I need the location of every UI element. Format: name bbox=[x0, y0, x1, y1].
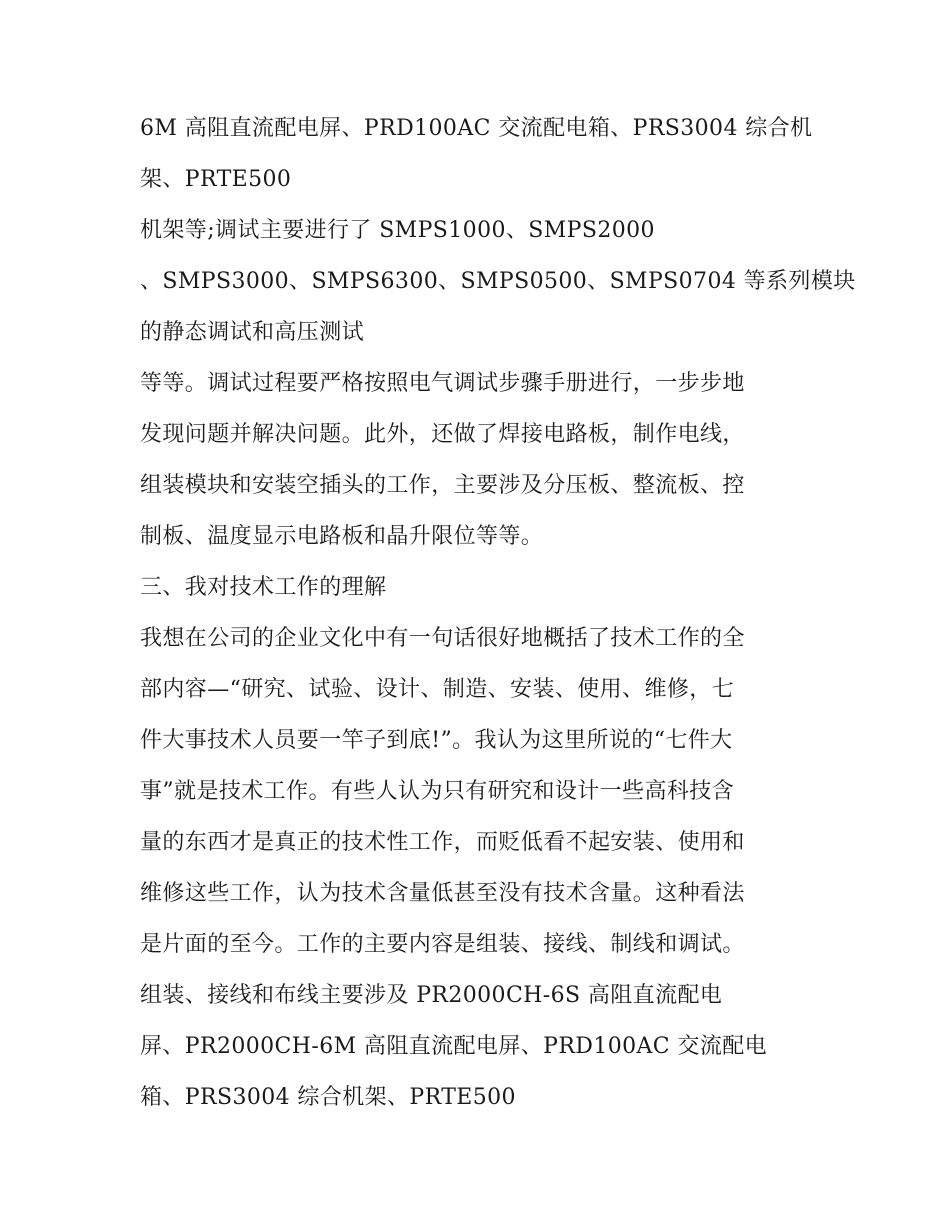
text-line-11: 我想在公司的企业文化中有一句话很好地概括了技术工作的全 bbox=[140, 626, 745, 651]
text-line-3: 机架等;调试主要进行了 SMPS1000、SMPS2000 bbox=[140, 218, 655, 243]
document-body bbox=[140, 103, 856, 1123]
text-line-15: 量的东西才是真正的技术性工作，而贬低看不起安装、使用和 bbox=[140, 830, 745, 855]
text-line-19: 屏、PR2000CH-6M 高阻直流配电屏、PRD100AC 交流配电 bbox=[140, 1034, 768, 1059]
text-line-16: 维修这些工作，认为技术含量低甚至没有技术含量。这种看法 bbox=[140, 881, 745, 906]
text-line-17: 是片面的至今。工作的主要内容是组装、接线、制线和调试。 bbox=[140, 932, 745, 957]
text-line-12: 部内容—“研究、试验、设计、制造、安装、使用、维修，七 bbox=[140, 677, 735, 702]
text-line-20: 箱、PRS3004 综合机架、PRTE500 bbox=[140, 1085, 516, 1110]
text-line-1: 6M 高阻直流配电屏、PRD100AC 交流配电箱、PRS3004 综合机 bbox=[140, 116, 813, 141]
text-line-13: 件大事技术人员要一竿子到底!”。我认为这里所说的“七件大 bbox=[140, 728, 733, 753]
text-line-8: 组装模块和安装空插头的工作，主要涉及分压板、整流板、控 bbox=[140, 473, 745, 498]
text-line-14: 事”就是技术工作。有些人认为只有研究和设计一些高科技含 bbox=[140, 779, 735, 804]
text-line-4: 、SMPS3000、SMPS6300、SMPS0500、SMPS0704 等系列模块 bbox=[140, 269, 856, 294]
text-line-18: 组装、接线和布线主要涉及 PR2000CH-6S 高阻直流配电 bbox=[140, 983, 723, 1008]
text-line-9: 制板、温度显示电路板和晶升限位等等。 bbox=[140, 524, 544, 549]
text-line-2: 架、PRTE500 bbox=[140, 167, 292, 192]
text-line-6: 等等。调试过程要严格按照电气调试步骤手册进行，一步步地 bbox=[140, 371, 745, 396]
text-line-5: 的静态调试和高压测试 bbox=[140, 320, 365, 345]
text-line-7: 发现问题并解决问题。此外，还做了焊接电路板，制作电线， bbox=[140, 422, 745, 447]
section-heading: 三、我对技术工作的理解 bbox=[140, 575, 387, 600]
